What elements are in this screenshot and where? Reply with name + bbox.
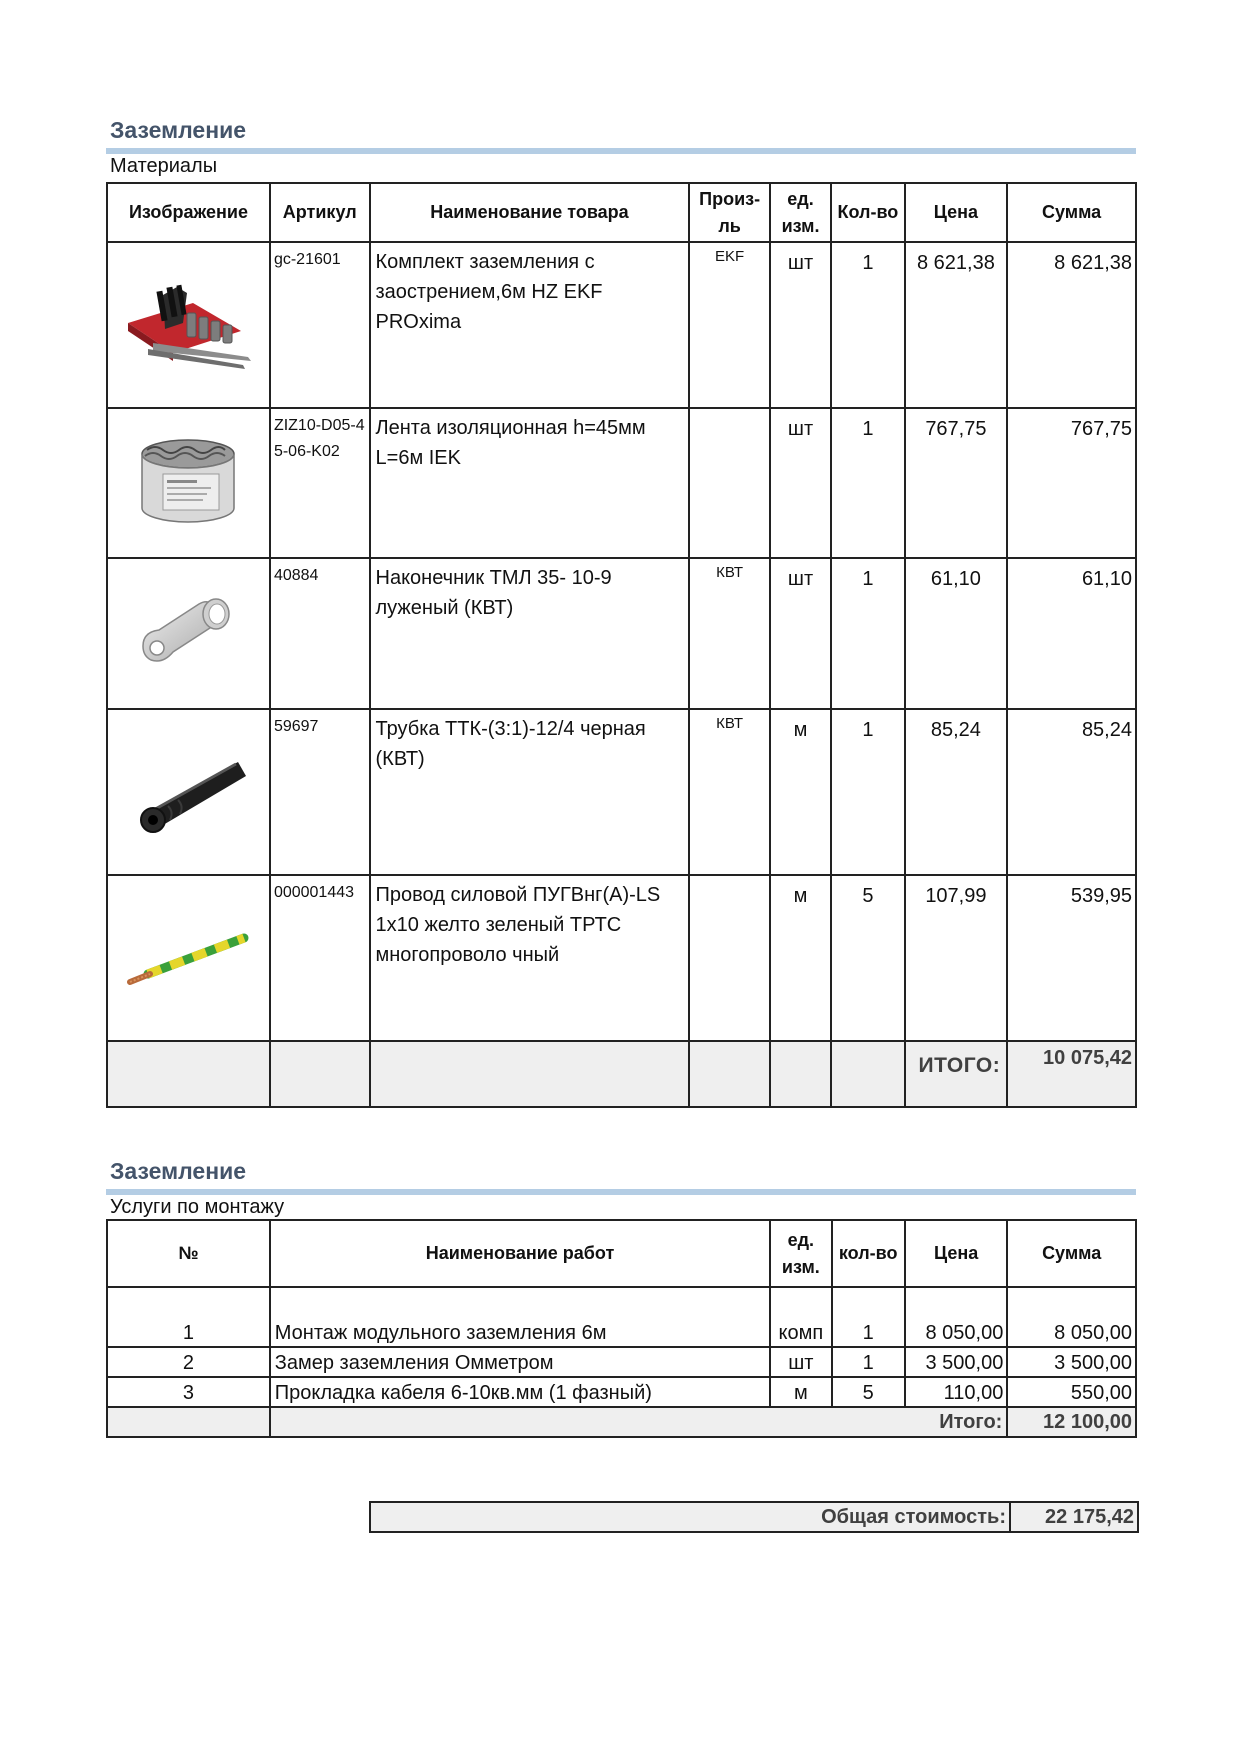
service-price-cell: 3 500,00: [905, 1347, 1007, 1377]
yellow-green-wire-image: [126, 916, 250, 996]
service-qty-cell: 1: [832, 1347, 905, 1377]
cable-lug-image: [133, 586, 243, 676]
service-qty-cell: 1: [832, 1287, 905, 1347]
product-image-cell: [107, 242, 270, 408]
services-table: [106, 1219, 1137, 1438]
total-empty-cell: [370, 1041, 690, 1107]
header-unit-line2: изм.: [781, 1256, 820, 1277]
services-total-label: Итого:: [270, 1407, 1008, 1437]
price-cell: 107,99: [905, 875, 1008, 1041]
total-empty-cell: [831, 1041, 904, 1107]
header-price: Цена: [905, 1220, 1007, 1287]
header-unit: [770, 1220, 831, 1287]
header-article: Артикул: [270, 183, 370, 242]
product-name-cell: Провод силовой ПУГВнг(А)-LS 1х10 желто зеленый ТРТС многопроволо чный: [370, 875, 690, 1041]
services-total-row: [107, 1407, 1136, 1437]
materials-subtitle: Материалы: [110, 155, 218, 177]
manufacturer-cell: [689, 408, 769, 558]
qty-cell: 1: [831, 558, 904, 709]
materials-section-title: Заземление: [110, 117, 247, 143]
header-manufacturer-line1: Произ-: [699, 188, 761, 209]
materials-section-rule: [106, 148, 1136, 154]
qty-cell: 1: [831, 408, 904, 558]
manufacturer-cell: [689, 875, 769, 1041]
services-row: [107, 1287, 1136, 1347]
unit-cell: шт: [770, 558, 831, 709]
service-qty-cell: 5: [832, 1377, 905, 1407]
materials-header-row: [107, 183, 1136, 242]
header-name: Наименование товара: [370, 183, 690, 242]
manufacturer-cell: КВТ: [689, 558, 769, 709]
service-unit-cell: комп: [770, 1287, 831, 1347]
materials-table: [106, 182, 1137, 1108]
service-sum-cell: 8 050,00: [1007, 1287, 1136, 1347]
service-num-cell: 3: [107, 1377, 270, 1407]
sum-cell: 8 621,38: [1007, 242, 1136, 408]
materials-total-label: ИТОГО:: [905, 1041, 1008, 1107]
services-row: [107, 1377, 1136, 1407]
total-empty-cell: [770, 1041, 831, 1107]
product-image-cell: [107, 408, 270, 558]
price-cell: 767,75: [905, 408, 1008, 558]
total-empty-cell: [107, 1041, 270, 1107]
header-qty: Кол-во: [831, 183, 904, 242]
header-image: Изображение: [107, 183, 270, 242]
service-num-cell: 1: [107, 1287, 270, 1347]
product-image-cell: [107, 558, 270, 709]
materials-total-row: [107, 1041, 1136, 1107]
product-name-cell: Комплект заземления с заострением,6м HZ EKF PROxima: [370, 242, 690, 408]
heat-shrink-tube-image: [128, 740, 248, 840]
services-subtitle: Услуги по монтажу: [110, 1196, 285, 1218]
header-manufacturer-line2: ль: [718, 215, 741, 236]
insulation-tape-roll-image: [133, 426, 243, 536]
total-empty-cell: [270, 1041, 370, 1107]
grand-total-table: [369, 1501, 1139, 1533]
header-unit: [770, 183, 831, 242]
service-num-cell: 2: [107, 1347, 270, 1377]
product-name-cell: Трубка ТТК-(3:1)-12/4 черная (КВТ): [370, 709, 690, 875]
qty-cell: 1: [831, 709, 904, 875]
header-price: Цена: [905, 183, 1008, 242]
article-cell: 40884: [270, 558, 370, 709]
product-name-cell: Наконечник ТМЛ 35- 10-9 луженый (КВТ): [370, 558, 690, 709]
header-unit-line1: ед.: [787, 188, 814, 209]
materials-total-value: 10 075,42: [1007, 1041, 1136, 1107]
article-cell: ZIZ10-D05-45-06-K02: [270, 408, 370, 558]
service-sum-cell: 550,00: [1007, 1377, 1136, 1407]
services-section-rule: [106, 1189, 1136, 1195]
grounding-kit-image: [123, 273, 253, 373]
service-price-cell: 8 050,00: [905, 1287, 1007, 1347]
service-name-cell: Прокладка кабеля 6-10кв.мм (1 фазный): [270, 1377, 770, 1407]
sum-cell: 61,10: [1007, 558, 1136, 709]
unit-cell: м: [770, 709, 831, 875]
manufacturer-cell: КВТ: [689, 709, 769, 875]
sum-cell: 767,75: [1007, 408, 1136, 558]
services-row: [107, 1347, 1136, 1377]
header-unit-line2: изм.: [781, 215, 820, 236]
article-cell: gc-21601: [270, 242, 370, 408]
unit-cell: шт: [770, 242, 831, 408]
header-unit-line1: ед.: [787, 1229, 815, 1250]
services-header-row: [107, 1220, 1136, 1287]
sum-cell: 85,24: [1007, 709, 1136, 875]
total-empty-cell: [689, 1041, 769, 1107]
materials-row: [107, 408, 1136, 558]
service-name-cell: Замер заземления Омметром: [270, 1347, 770, 1377]
materials-row: [107, 558, 1136, 709]
materials-row: [107, 875, 1136, 1041]
unit-cell: шт: [770, 408, 831, 558]
price-cell: 61,10: [905, 558, 1008, 709]
service-unit-cell: м: [770, 1377, 831, 1407]
header-sum: Сумма: [1007, 1220, 1136, 1287]
grand-total-row: [370, 1502, 1138, 1532]
service-price-cell: 110,00: [905, 1377, 1007, 1407]
grand-total-value: 22 175,42: [1010, 1502, 1138, 1532]
header-manufacturer: [689, 183, 769, 242]
product-image-cell: [107, 709, 270, 875]
price-cell: 8 621,38: [905, 242, 1008, 408]
materials-row: [107, 242, 1136, 408]
header-qty: кол-во: [832, 1220, 905, 1287]
qty-cell: 1: [831, 242, 904, 408]
services-total-value: 12 100,00: [1007, 1407, 1136, 1437]
header-sum: Сумма: [1007, 183, 1136, 242]
service-unit-cell: шт: [770, 1347, 831, 1377]
header-work-name: Наименование работ: [270, 1220, 770, 1287]
manufacturer-cell: EKF: [689, 242, 769, 408]
services-section-title: Заземление: [110, 1158, 247, 1184]
product-name-cell: Лента изоляционная h=45мм L=6м IEK: [370, 408, 690, 558]
service-name-cell: Монтаж модульного заземления 6м: [270, 1287, 770, 1347]
qty-cell: 5: [831, 875, 904, 1041]
service-sum-cell: 3 500,00: [1007, 1347, 1136, 1377]
product-image-cell: [107, 875, 270, 1041]
materials-row: [107, 709, 1136, 875]
grand-total-label: Общая стоимость:: [370, 1502, 1010, 1532]
article-cell: 59697: [270, 709, 370, 875]
header-num: №: [107, 1220, 270, 1287]
price-cell: 85,24: [905, 709, 1008, 875]
article-cell: 000001443: [270, 875, 370, 1041]
total-empty-cell: [107, 1407, 270, 1437]
sum-cell: 539,95: [1007, 875, 1136, 1041]
unit-cell: м: [770, 875, 831, 1041]
